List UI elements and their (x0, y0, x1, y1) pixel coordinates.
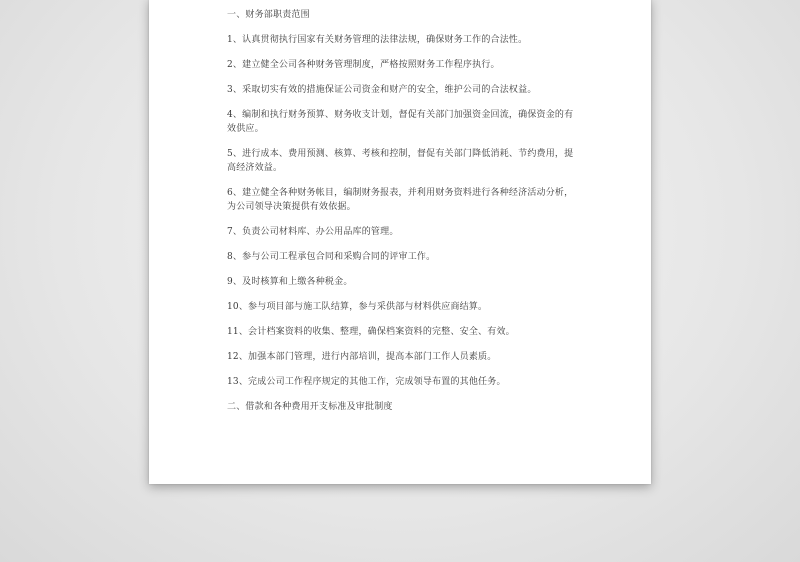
list-item: 11、会计档案资料的收集、整理，确保档案资料的完整、安全、有效。 (227, 327, 515, 337)
list-item: 5、进行成本、费用预测、核算、考核和控制，督促有关部门降低消耗、节约费用，提高经济效益。 (227, 149, 574, 173)
list-item: 4、编制和执行财务预算、财务收支计划，督促有关部门加强资金回流，确保资金的有效供应。 (227, 110, 574, 134)
list-item: 13、完成公司工作程序规定的其他工作，完成领导布置的其他任务。 (227, 377, 506, 387)
list-item: 9、及时核算和上缴各种税金。 (227, 277, 353, 287)
document-page (149, 0, 651, 484)
section-heading-responsibilities: 一、财务部职责范围 (227, 10, 310, 20)
document-body (227, 8, 577, 414)
list-item: 3、采取切实有效的措施保证公司资金和财产的安全，维护公司的合法权益。 (227, 85, 537, 95)
list-item: 7、负责公司材料库、办公用品库的管理。 (227, 227, 399, 237)
section-heading-expense-approval: 二、借款和各种费用开支标准及审批制度 (227, 402, 393, 412)
list-item: 10、参与项目部与施工队结算，参与采供部与材料供应商结算。 (227, 302, 488, 312)
list-item: 6、建立健全各种财务帐目，编制财务报表，并利用财务资料进行各种经济活动分析，为公司领导决策提供有效依据。 (227, 188, 574, 212)
list-item: 8、参与公司工程承包合同和采购合同的评审工作。 (227, 252, 436, 262)
list-item: 2、建立健全公司各种财务管理制度，严格按照财务工作程序执行。 (227, 60, 500, 70)
list-item: 1、认真贯彻执行国家有关财务管理的法律法规，确保财务工作的合法性。 (227, 35, 528, 45)
list-item: 12、加强本部门管理，进行内部培训，提高本部门工作人员素质。 (227, 352, 497, 362)
